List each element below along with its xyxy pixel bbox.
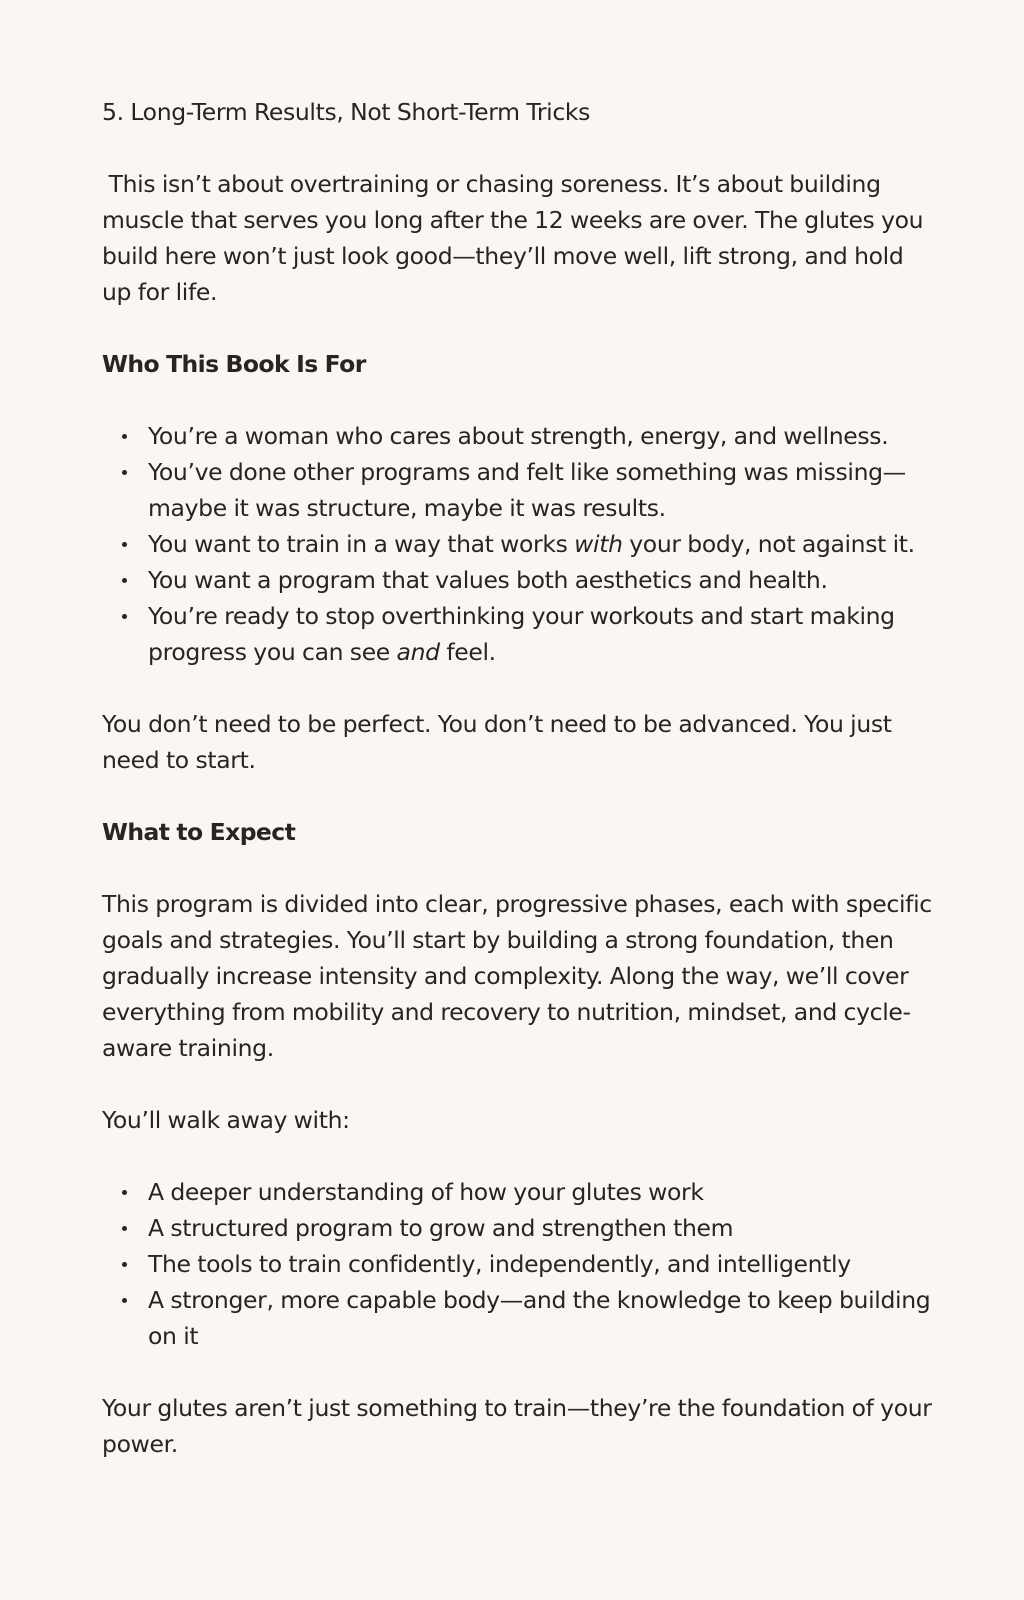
- document-page: [102, 94, 932, 1498]
- list-item-text-before: You’re ready to stop overthinking your workouts and start making progress you can see: [148, 602, 902, 666]
- list-item: [102, 598, 932, 670]
- what-to-expect-heading: What to Expect: [102, 818, 296, 846]
- list-item: The tools to train confidently, independently, and intelligently: [102, 1246, 932, 1282]
- list-item-text: You’re a woman who cares about strength, energy, and wellness.: [148, 422, 889, 450]
- walk-away-intro: You’ll walk away with:: [102, 1106, 350, 1134]
- list-item: [102, 454, 932, 526]
- list-item: [102, 418, 932, 454]
- list-item-emphasis: with: [574, 530, 623, 558]
- list-item-text-after: your body, not against it.: [622, 530, 915, 558]
- walk-away-list: [102, 1174, 932, 1354]
- list-item: A stronger, more capable body—and the knowledge to keep building on it: [102, 1282, 932, 1354]
- who-for-heading: Who This Book Is For: [102, 350, 366, 378]
- section-title: 5. Long-Term Results, Not Short-Term Tricks: [102, 98, 591, 126]
- list-item-text: You want a program that values both aesthetics and health.: [148, 566, 828, 594]
- who-for-closing: You don’t need to be perfect. You don’t need to be advanced. You just need to start.: [102, 710, 892, 774]
- closing-paragraph: Your glutes aren’t just something to train—they’re the foundation of your power.: [102, 1394, 932, 1458]
- list-item: [102, 562, 932, 598]
- what-to-expect-paragraph: This program is divided into clear, progressive phases, each with specific goals and strategies. You’ll start by building a strong foundation, then gradually increase intensity and complexity. Along the way, we’ll cover everything from mobility and recovery to nutrition, mindset, and cycle-aware training.: [102, 890, 932, 1062]
- who-for-list: [102, 418, 932, 670]
- list-item-text-after: feel.: [439, 638, 496, 666]
- intro-paragraph: This isn’t about overtraining or chasing soreness. It’s about building muscle that serves you long after the 12 weeks are over. The glutes you build here won’t just look good—they’ll move well, lift strong, and hold up for life.: [102, 170, 930, 306]
- list-item-emphasis: and: [396, 638, 440, 666]
- list-item: [102, 526, 932, 562]
- list-item: A structured program to grow and strengthen them: [102, 1210, 932, 1246]
- list-item: A deeper understanding of how your glutes work: [102, 1174, 932, 1210]
- list-item-text: You’ve done other programs and felt like something was missing—maybe it was structure, maybe it was results.: [148, 458, 906, 522]
- list-item-text-before: You want to train in a way that works: [148, 530, 575, 558]
